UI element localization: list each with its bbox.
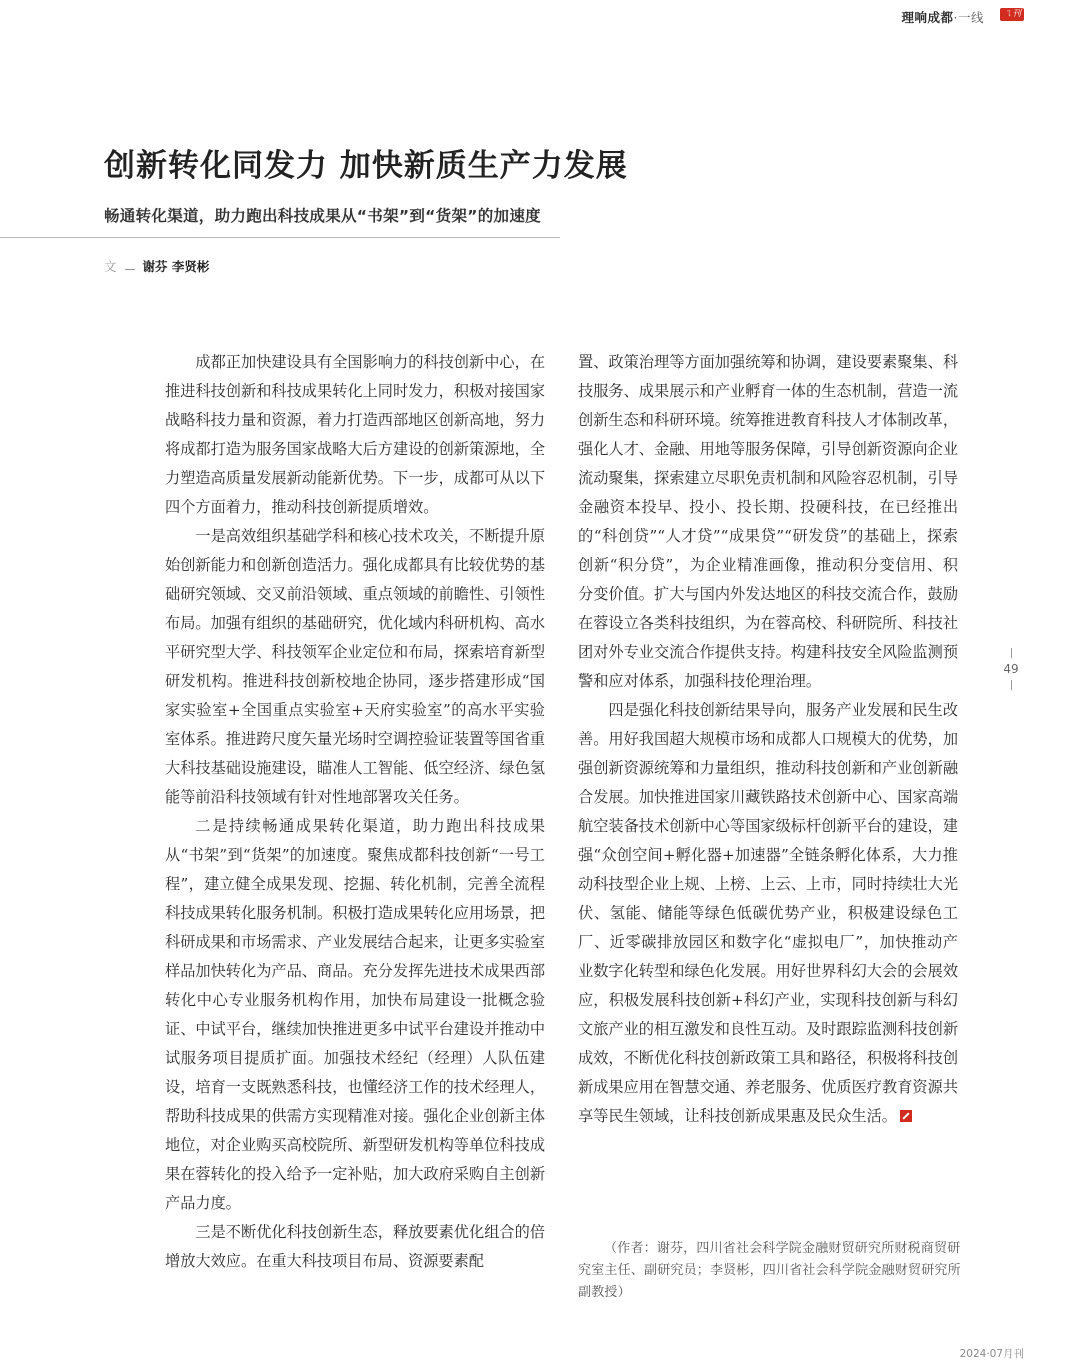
end-mark-icon <box>900 1110 912 1122</box>
byline-prefix: 文 <box>104 259 117 274</box>
body-paragraph: 三是不断优化科技创新生态，释放要素优化组合的倍增放大效应。在重大科技项目布局、资源要素配 <box>165 1223 545 1270</box>
author-note: （作者：谢芬，四川省社会科学院金融财贸研究所财税商贸研究室主任、副研究员；李贤彬，四川省社会科学院金融财贸研究所副教授） <box>578 1241 961 1300</box>
section-label: 理响成都 <box>901 10 954 25</box>
running-header <box>902 8 985 26</box>
magazine-logo-icon: ㄟ刊 <box>1000 8 1024 21</box>
body-column-left <box>165 348 545 1276</box>
byline-separator <box>125 263 135 270</box>
page-number-tick-top <box>1011 648 1012 658</box>
body-paragraph: 二是持续畅通成果转化渠道，助力跑出科技成果从“书架”到“货架”的加速度。聚焦成都科技创新“一号工程”，建立健全成果发现、挖掘、转化机制，完善全流程科技成果转化服务机制。积极打造成果转化应用场景，把科研成果和市场需求、产业发展结合起来，让更多实验室样品加快转化为产品、商品。充分发挥先进技术成果西部转化中心专业服务机构作用，加快布局建设一批概念验证、中试平台，继续加快推进更多中试平台建设并推动中试服务项目提质扩面。加强技术经纪（经理）人队伍建设，培育一支既熟悉科技，也懂经济工作的技术经理人，帮助科技成果的供需方实现精准对接。强化企业创新主体地位，对企业购买高校院所、新型研发机构等单位科技成果在蓉转化的投入给予一定补贴，加大政府采购自主创新产品力度。 <box>165 817 545 1212</box>
final-paragraph-text: 四是强化科技创新结果导向，服务产业发展和民生改善。用好我国超大规模市场和成都人口规模大的优势，加强创新资源统筹和力量组织，推动科技创新和产业创新融合发展。加快推进国家川藏铁路技术创新中心、国家高端航空装备技术创新中心等国家级标杆创新平台的建设，建强“众创空间+孵化器+加速器”全链条孵化体系，大力推动科技型企业上规、上榜、上云、上市，同时持续壮大光伏、氢能、储能等绿色低碳优势产业，积极建设绿色工厂、近零碳排放园区和数字化“虚拟电厂”，加快推动产业数字化转型和绿色化发展。用好世界科幻大会的会展效应，积极发展科技创新+科幻产业，实现科技创新与科幻文旅产业的相互激发和良性互动。及时跟踪监测科技创新成效，不断优化科技创新政策工具和路径，积极将科技创新成果应用在智慧交通、养老服务、优质医疗教育资源共享等民生领域，让科技创新成果惠及民众生活。 <box>578 701 958 1125</box>
body-paragraph: 一是高效组织基础学科和核心技术攻关，不断提升原始创新能力和创新创造活力。强化成都具有比较优势的基础研究领域、交叉前沿领域、重点领域的前瞻性、引领性布局。加强有组织的基础研究，优化域内科研机构、高水平研究型大学、科技领军企业定位和布局，探索培育新型研发机构。推进科技创新校地企协同，逐步搭建形成“国家实验室+全国重点实验室+天府实验室”的高水平实验室体系。推进跨尺度矢量光场时空调控验证装置等国省重大科技基础设施建设，瞄准人工智能、低空经济、绿色氢能等前沿科技领域有针对性地部署攻关任务。 <box>165 527 545 806</box>
body-paragraph-final <box>578 696 958 1131</box>
body-paragraph: 成都正加快建设具有全国影响力的科技创新中心，在推进科技创新和科技成果转化上同时发力，积极对接国家战略科技力量和资源，着力打造西部地区创新高地，努力将成都打造为服务国家战略大后方建设的创新策源地，全力塑造高质量发展新动能新优势。下一步，成都可从以下四个方面着力，推动科技创新提质增效。 <box>165 353 545 516</box>
body-column-right <box>578 348 958 1131</box>
article-title: 创新转化同发力 加快新质生产力发展 <box>104 148 628 184</box>
page-number-block <box>1000 648 1022 690</box>
title-divider <box>0 237 560 238</box>
byline <box>104 257 209 275</box>
issue-date: 2024·07月刊 <box>959 1348 1024 1360</box>
section-name <box>902 8 985 26</box>
page-number: 49 <box>1003 662 1019 676</box>
article-subtitle: 畅通转化渠道，助力跑出科技成果从“书架”到“货架”的加速度 <box>104 207 541 225</box>
body-paragraph-continued: 置、政策治理等方面加强统筹和协调，建设要素聚集、科技服务、成果展示和产业孵育一体的生态机制，营造一流创新生态和科研环境。统筹推进教育科技人才体制改革，强化人才、金融、用地等服务保障，引导创新资源向企业流动聚集，探索建立尽职免责机制和风险容忍机制，引导金融资本投早、投小、投长期、投硬科技，在已经推出的“科创贷”“人才贷”“成果贷”“研发贷”的基础上，探索创新“积分贷”，为企业精准画像，推动积分变信用、积分变价值。扩大与国内外发达地区的科技交流合作，鼓励在蓉设立各类科技组织，为在蓉高校、科研院所、科技社团对外专业交流合作提供支持。构建科技安全风险监测预警和应对体系，加强科技伦理治理。 <box>578 353 958 690</box>
subsection-label: ·一线 <box>953 10 984 25</box>
byline-authors: 谢芬 李贤彬 <box>142 259 210 274</box>
page-number-tick-bottom <box>1011 680 1012 690</box>
